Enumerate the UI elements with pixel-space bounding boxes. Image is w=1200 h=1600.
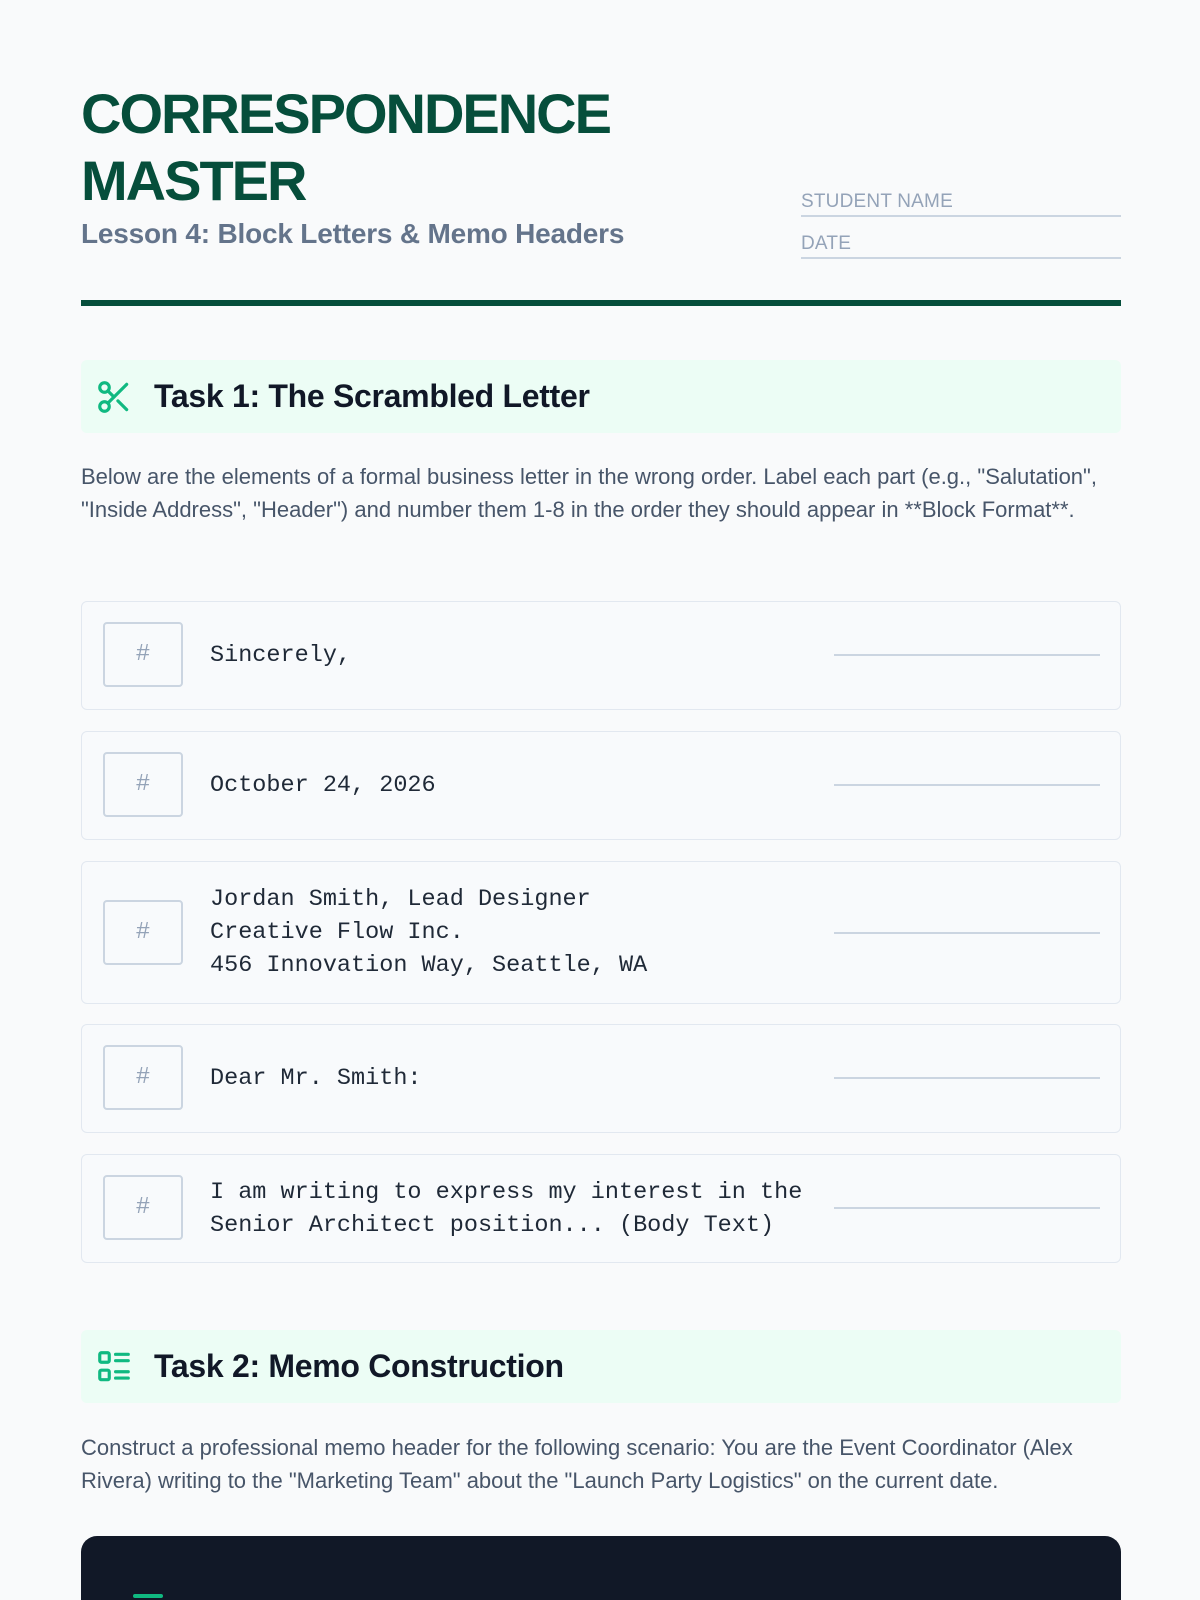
list-icon xyxy=(95,1348,133,1386)
order-number-box[interactable]: # xyxy=(103,622,183,687)
order-number-box[interactable]: # xyxy=(103,1045,183,1110)
worksheet-header xyxy=(81,0,1121,310)
label-answer-line[interactable] xyxy=(834,932,1100,934)
scissors-icon xyxy=(95,378,133,416)
memo-accent-mark xyxy=(133,1594,163,1598)
task1-instructions: Below are the elements of a formal business letter in the wrong order. Label each part (e.g., "Salutation", "Inside Address", "Header") and number them 1-8 in the order they should appear in **Block Format**. xyxy=(81,464,1097,522)
date-field[interactable]: DATE xyxy=(801,233,1121,259)
label-answer-line[interactable] xyxy=(834,1077,1100,1079)
order-number-box[interactable]: # xyxy=(103,1175,183,1240)
label-answer-line[interactable] xyxy=(834,1207,1100,1209)
letter-part-card xyxy=(81,861,1121,1004)
task2-title: Task 2: Memo Construction xyxy=(154,1348,564,1384)
letter-part-text: Dear Mr. Smith: xyxy=(210,1065,422,1092)
task1-header xyxy=(81,360,1121,433)
task1-title: Task 1: The Scrambled Letter xyxy=(154,378,590,414)
letter-part-card xyxy=(81,1024,1121,1133)
letter-part-card xyxy=(81,601,1121,710)
memo-template-box xyxy=(81,1536,1121,1600)
letter-part-text: October 24, 2026 xyxy=(210,772,436,799)
header-divider xyxy=(81,300,1121,306)
task2-instructions: Construct a professional memo header for the following scenario: You are the Event Coordinator (Alex Rivera) writing to the "Marketing Team" about the "Launch Party Logistics" on the current date. xyxy=(81,1435,1073,1493)
student-name-field[interactable]: STUDENT NAME xyxy=(801,191,1121,217)
page-title: CORRESPONDENCE MASTER xyxy=(81,82,610,212)
lesson-subtitle: Lesson 4: Block Letters & Memo Headers xyxy=(81,218,625,249)
worksheet-page xyxy=(81,0,1121,1493)
label-answer-line[interactable] xyxy=(834,654,1100,656)
letter-part-text: Sincerely, xyxy=(210,642,352,669)
letter-part-card xyxy=(81,731,1121,840)
order-number-box[interactable]: # xyxy=(103,752,183,817)
letter-part-text: Jordan Smith, Lead Designer Creative Flow Inc. 456 Innovation Way, Seattle, WA xyxy=(210,886,648,979)
label-answer-line[interactable] xyxy=(834,784,1100,786)
letter-part-text: I am writing to express my interest in the Senior Architect position... (Body Text) xyxy=(210,1179,803,1239)
task2-header xyxy=(81,1330,1121,1403)
order-number-box[interactable]: # xyxy=(103,900,183,965)
letter-part-card xyxy=(81,1154,1121,1263)
